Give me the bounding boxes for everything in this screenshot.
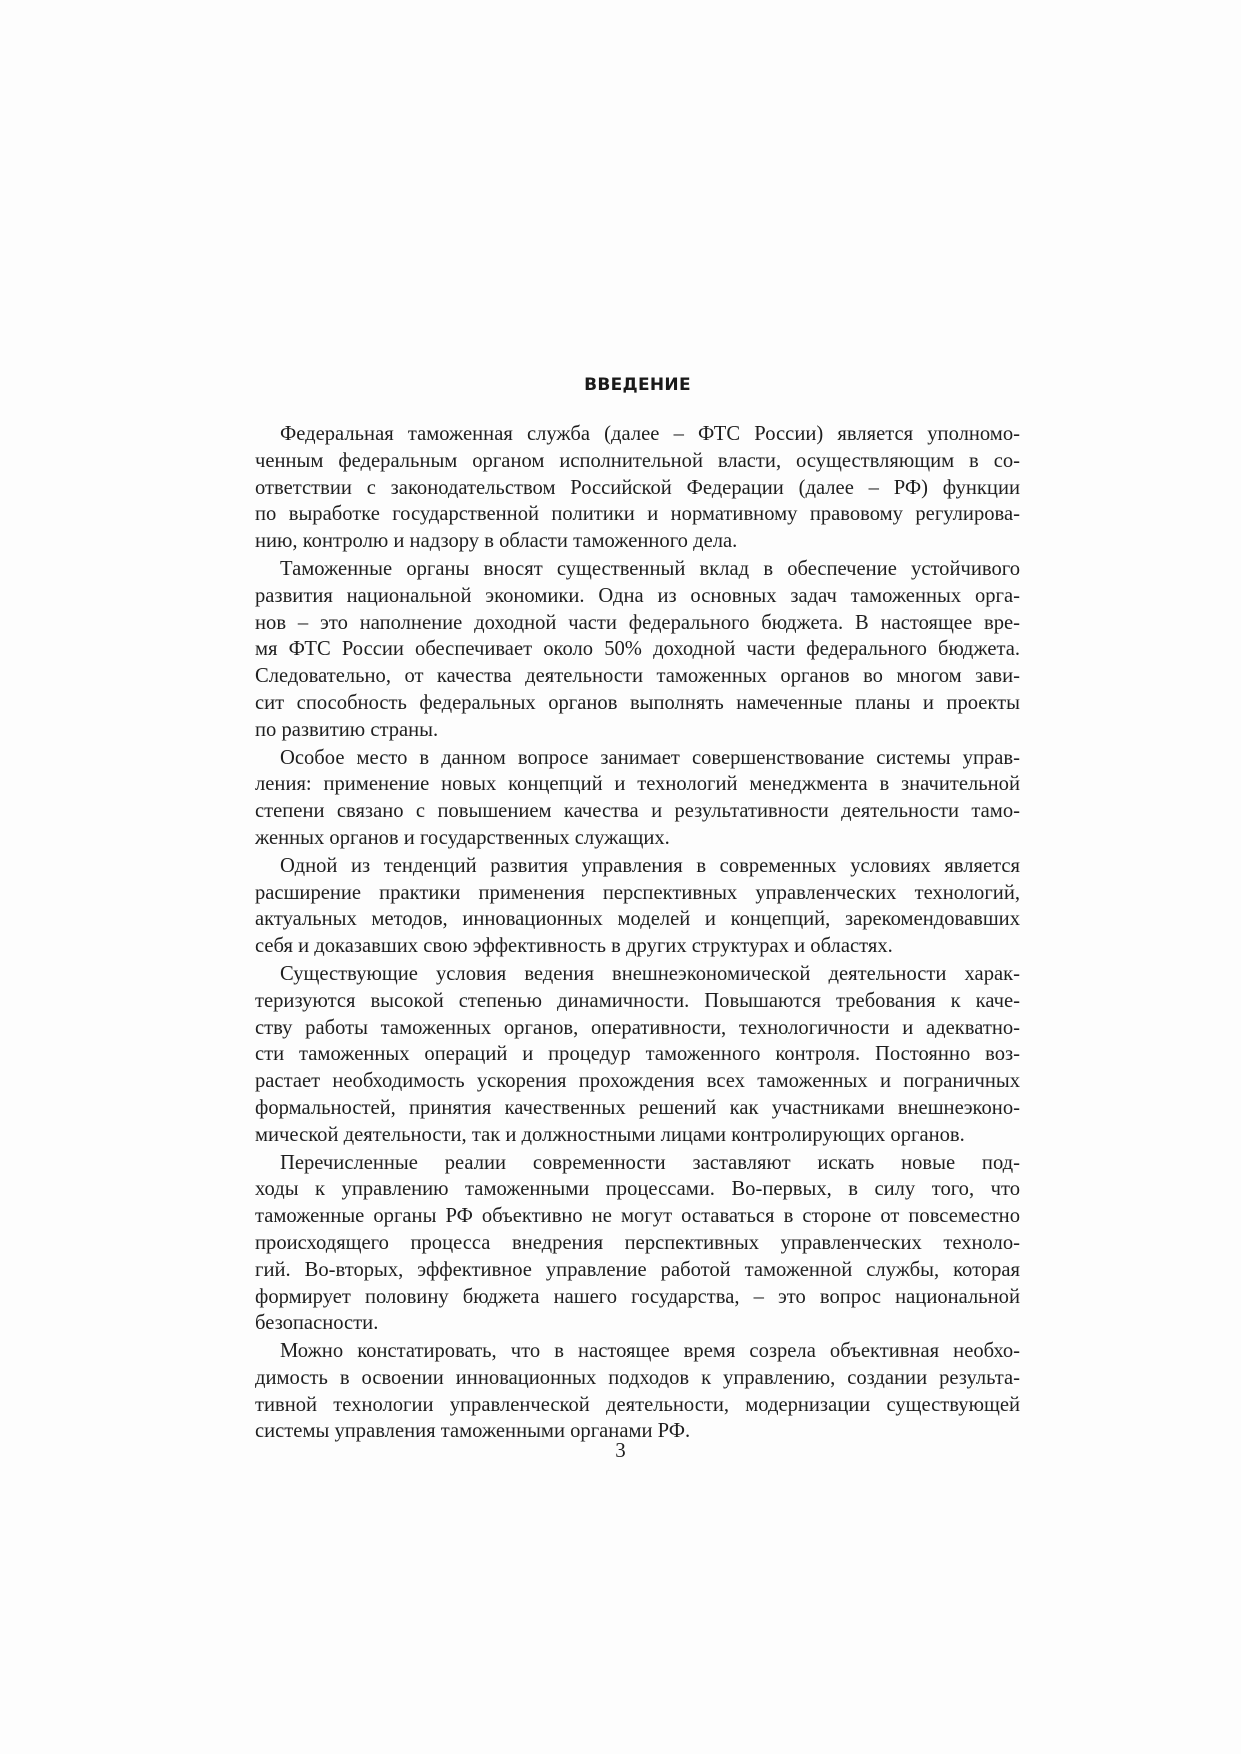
- paragraph-line: мя ФТС России обеспечивает около 50% доходной части федерального бюджета.: [255, 638, 1020, 661]
- paragraph-line: тивной технологии управленческой деятельности, модернизации существующей: [255, 1393, 1020, 1416]
- paragraph-line: системы управления таможенными органами РФ.: [255, 1420, 691, 1443]
- paragraph-line: актуальных методов, инновационных моделей и концепций, зарекомендовавших: [255, 908, 1020, 931]
- paragraph-line: Федеральная таможенная служба (далее – ФТС России) является уполномо-: [280, 423, 1020, 445]
- paragraph-line: женных органов и государственных служащих.: [255, 826, 670, 849]
- body-text: [255, 421, 1020, 1445]
- paragraph-line: степени связано с повышением качества и результативности деятельности тамо-: [255, 800, 1020, 823]
- paragraph-line: безопасности.: [255, 1312, 379, 1335]
- paragraph-line: нов – это наполнение доходной части федерального бюджета. В настоящее вре-: [255, 611, 1020, 634]
- paragraph: [255, 421, 1020, 555]
- paragraph-line: Одной из тенденций развития управления в современных условиях является: [280, 854, 1020, 877]
- paragraph-line: Следовательно, от качества деятельности таможенных органов во многом зави-: [255, 665, 1020, 688]
- paragraph: [255, 961, 1020, 1149]
- paragraph-line: димость в освоении инновационных подходов к управлению, создании результа-: [255, 1366, 1020, 1389]
- paragraph-line: развития национальной экономики. Одна из основных задач таможенных орга-: [255, 584, 1020, 607]
- paragraph-line: ходы к управлению таможенными процессами. Во-первых, в силу того, что: [255, 1178, 1020, 1201]
- paragraph-line: гий. Во-вторых, эффективное управление работой таможенной службы, которая: [255, 1258, 1020, 1281]
- paragraph-line: по развитию страны.: [255, 718, 439, 741]
- paragraph-line: Можно констатировать, что в настоящее время созрела объективная необхо-: [280, 1340, 1020, 1363]
- paragraph: [255, 745, 1020, 852]
- paragraph-line: формальностей, принятия качественных решений как участниками внешнеэконо-: [255, 1096, 1020, 1119]
- paragraph-line: ления: применение новых концепций и технологий менеджмента в значительной: [255, 773, 1020, 796]
- paragraph: [255, 556, 1020, 744]
- paragraph-line: ответствии с законодательством Российской Федерации (далее – РФ) функции: [255, 476, 1020, 499]
- paragraph-line: сит способность федеральных органов выполнять намеченные планы и проекты: [255, 691, 1020, 714]
- paragraph-line: себя и доказавших свою эффективность в других структурах и областях.: [255, 935, 893, 958]
- paragraph-line: растает необходимость ускорения прохождения всех таможенных и пограничных: [255, 1070, 1020, 1093]
- paragraph-line: по выработке государственной политики и нормативному правовому регулирова-: [255, 503, 1020, 526]
- paragraph-line: Перечисленные реалии современности заставляют искать новые под-: [280, 1151, 1020, 1174]
- page-content: [255, 375, 1020, 1446]
- paragraph-line: Таможенные органы вносят существенный вклад в обеспечение устойчивого: [280, 557, 1020, 580]
- paragraph-line: расширение практики применения перспективных управленческих технологий,: [255, 881, 1020, 904]
- paragraph-line: таможенные органы РФ объективно не могут оставаться в стороне от повсеместно: [255, 1205, 1020, 1228]
- paragraph-line: Существующие условия ведения внешнеэкономической деятельности харак-: [280, 962, 1020, 985]
- paragraph-line: формирует половину бюджета нашего государства, – это вопрос национальной: [255, 1285, 1020, 1308]
- paragraph-line: сти таможенных операций и процедур таможенного контроля. Постоянно воз-: [255, 1043, 1020, 1066]
- page-heading: ВВЕДЕНИЕ: [584, 375, 691, 395]
- paragraph-line: Особое место в данном вопросе занимает совершенствование системы управ-: [280, 746, 1020, 769]
- paragraph-line: мической деятельности, так и должностными лицами контролирующих органов.: [255, 1123, 965, 1146]
- paragraph: [255, 1150, 1020, 1338]
- page-number: 3: [615, 1438, 626, 1462]
- paragraph-line: ченным федеральным органом исполнительной власти, осуществляющим в со-: [255, 449, 1020, 472]
- paragraph-line: ству работы таможенных органов, оперативности, технологичности и адекватно-: [255, 1016, 1020, 1039]
- paragraph-line: нию, контролю и надзору в области таможенного дела.: [255, 530, 738, 553]
- paragraph: [255, 1338, 1020, 1445]
- paragraph: [255, 853, 1020, 960]
- paragraph-line: теризуются высокой степенью динамичности. Повышаются требования к каче-: [255, 989, 1020, 1012]
- paragraph-line: происходящего процесса внедрения перспективных управленческих техноло-: [255, 1231, 1020, 1254]
